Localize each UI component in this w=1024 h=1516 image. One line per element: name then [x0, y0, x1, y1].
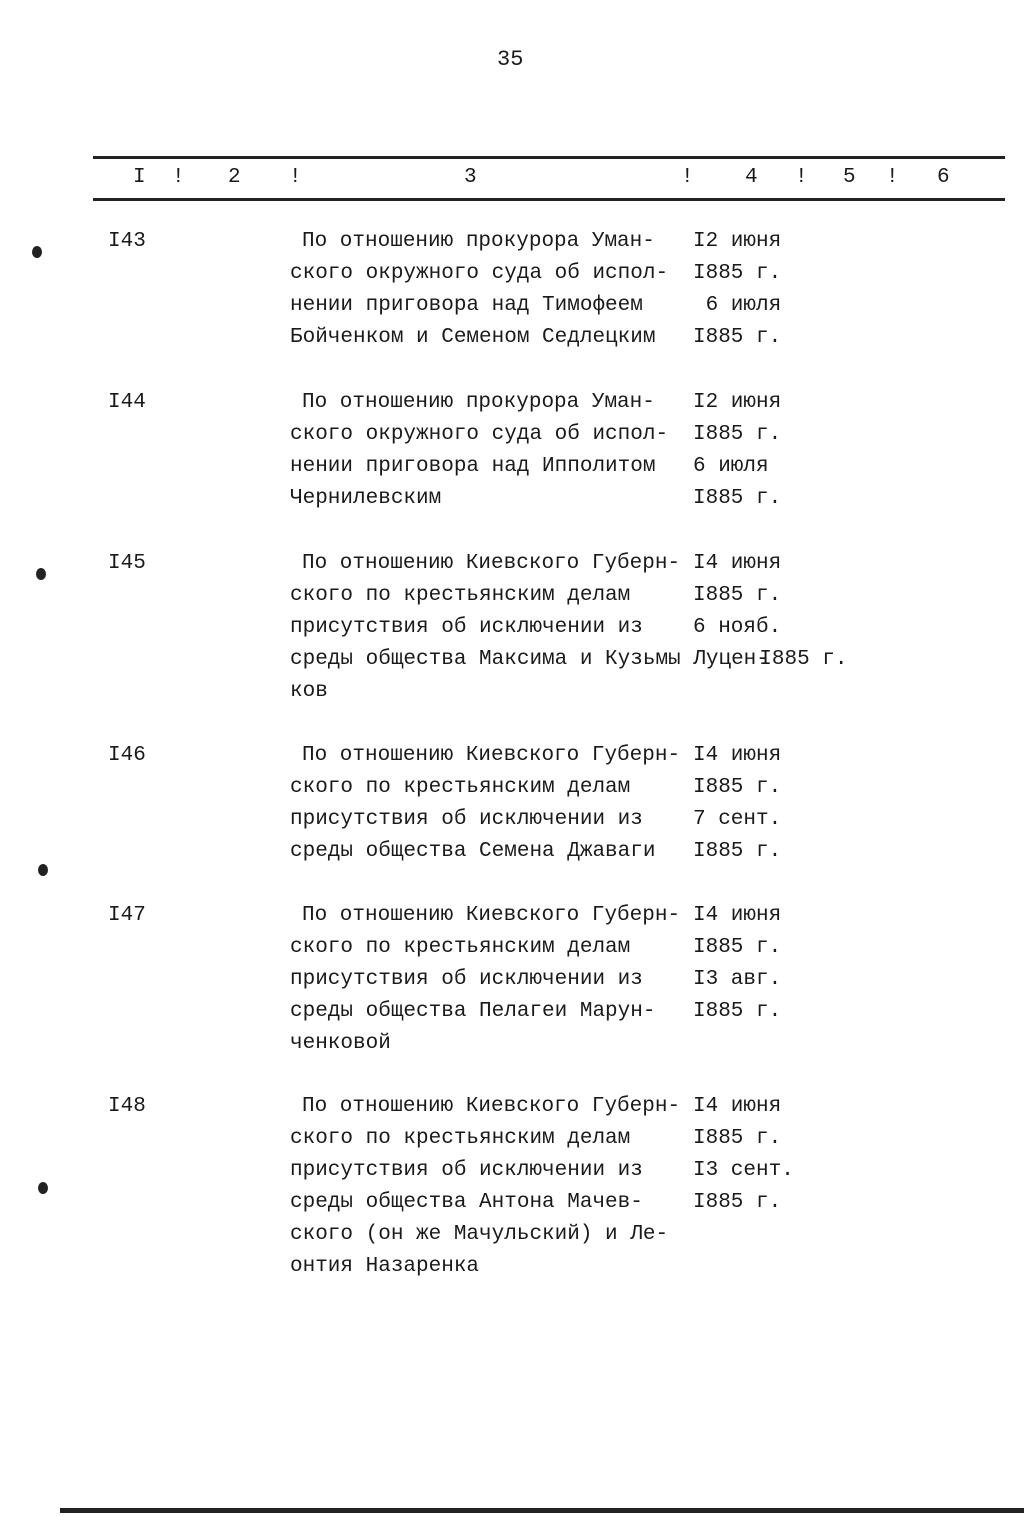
entry-number: I43 [108, 230, 146, 253]
entry-date: 6 июля [693, 455, 769, 478]
entry-date: I885 г. [693, 1000, 782, 1023]
punch-hole-mark [36, 568, 46, 580]
entry-description-line: присутствия об исключении из [290, 1159, 643, 1182]
entry-date: I885 г. [693, 423, 782, 446]
entry-description-line: По отношению прокурора Уман- [302, 391, 655, 414]
entry-description-line: среды общества Антона Мачев- [290, 1191, 643, 1214]
entry-description-line: среды общества Пелагеи Марун- [290, 1000, 656, 1023]
entry-date: I885 г. [759, 648, 848, 671]
entry-description-line: Чернилевским [290, 487, 442, 510]
entry-date: I2 июня [693, 391, 782, 414]
bottom-rule [60, 1508, 1024, 1513]
column-header: 4 [745, 166, 758, 189]
entry-date: I885 г. [693, 262, 782, 285]
entry-description-line: ского окружного суда об испол- [290, 423, 669, 446]
header-bottom-rule [93, 198, 1005, 201]
column-separator: ! [795, 166, 808, 189]
entry-date: I885 г. [693, 1127, 782, 1150]
entry-date: I2 июня [693, 230, 782, 253]
entry-description-line: ского (он же Мачульский) и Ле- [290, 1223, 669, 1246]
entry-description-line: По отношению Киевского Губерн- [302, 552, 681, 575]
entry-description-line: ского по крестьянским делам [290, 584, 631, 607]
entry-number: I46 [108, 744, 146, 767]
entry-date: I4 июня [693, 552, 782, 575]
entry-date: I3 авг. [693, 968, 782, 991]
entry-description-line: ского окружного суда об испол- [290, 262, 669, 285]
entry-description-line: присутствия об исключении из [290, 808, 643, 831]
punch-hole-mark [32, 246, 42, 258]
entry-description-line: присутствия об исключении из [290, 616, 643, 639]
entry-number: I48 [108, 1095, 146, 1118]
punch-hole-mark [38, 1182, 48, 1194]
entry-date: I4 июня [693, 904, 782, 927]
entry-date: 7 сент. [693, 808, 782, 831]
entry-description-line: среды общества Максима и Кузьмы Луцен- [290, 648, 769, 671]
entry-description-line: нении приговора над Ипполитом [290, 455, 656, 478]
entry-date: I885 г. [693, 584, 782, 607]
entry-description-line: онтия Назаренка [290, 1255, 480, 1278]
entry-date: I3 сент. [693, 1159, 794, 1182]
entry-description-line: Бойченком и Семеном Седлецким [290, 326, 656, 349]
column-header: 5 [843, 166, 856, 189]
entry-number: I47 [108, 904, 146, 927]
column-header: I [133, 166, 146, 189]
entry-description-line: ского по крестьянским делам [290, 936, 631, 959]
column-header: 6 [937, 166, 950, 189]
entry-date: I4 июня [693, 744, 782, 767]
column-separator: ! [289, 166, 302, 189]
column-separator: ! [886, 166, 899, 189]
column-header: 3 [464, 166, 477, 189]
entry-number: I45 [108, 552, 146, 575]
entry-description-line: По отношению Киевского Губерн- [302, 744, 681, 767]
entry-date: 6 июля [693, 294, 782, 317]
entry-date: 6 нояб. [693, 616, 782, 639]
entry-date: I4 июня [693, 1095, 782, 1118]
column-header: 2 [228, 166, 241, 189]
entry-date: I885 г. [693, 326, 782, 349]
page-number: 35 [497, 47, 524, 72]
entry-description-line: По отношению прокурора Уман- [302, 230, 655, 253]
header-top-rule [93, 156, 1005, 159]
entry-description-line: среды общества Семена Джаваги [290, 840, 656, 863]
entry-date: I885 г. [693, 1191, 782, 1214]
entry-date: I885 г. [693, 936, 782, 959]
entry-description-line: ченковой [290, 1032, 391, 1055]
column-separator: ! [681, 166, 694, 189]
entry-date: I885 г. [693, 840, 782, 863]
entry-description-line: ского по крестьянским делам [290, 1127, 631, 1150]
entry-description-line: По отношению Киевского Губерн- [302, 904, 681, 927]
punch-hole-mark [38, 864, 48, 876]
entry-date: I885 г. [693, 487, 782, 510]
entry-date: I885 г. [693, 776, 782, 799]
entry-description-line: нении приговора над Тимофеем [290, 294, 643, 317]
entry-description-line: присутствия об исключении из [290, 968, 643, 991]
entry-description-line: По отношению Киевского Губерн- [302, 1095, 681, 1118]
entry-number: I44 [108, 391, 146, 414]
column-separator: ! [172, 166, 185, 189]
entry-description-line: ков [290, 680, 328, 703]
entry-description-line: ского по крестьянским делам [290, 776, 631, 799]
